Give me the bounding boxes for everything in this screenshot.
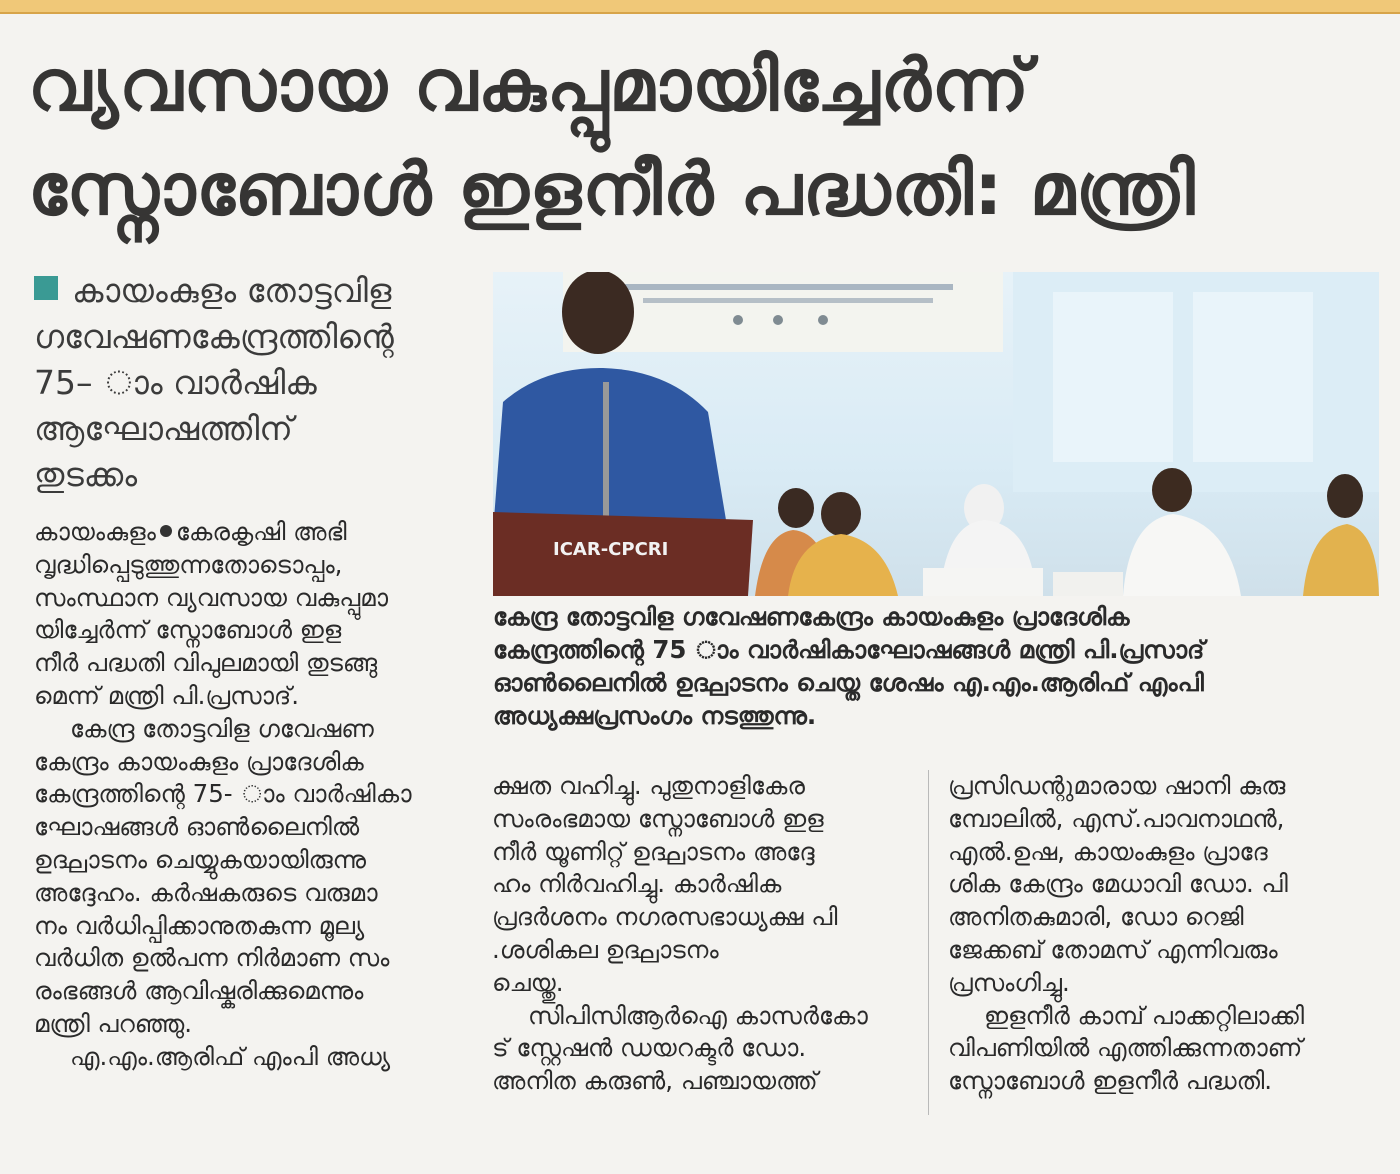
headline-line-1: വ്യവസായ വകുപ്പുമായിച്ചേർന്ന് — [28, 43, 1031, 127]
banner-logo — [733, 315, 743, 325]
text-line: അദ്ദേഹം. കർഷകരുടെ വരുമാ — [34, 877, 378, 907]
dateline-bullet-icon — [160, 525, 172, 537]
text-line: സംരംഭമായ സ്നോബോൾ ഇള — [492, 803, 824, 833]
chair — [1053, 572, 1123, 596]
audience-head — [1152, 468, 1192, 512]
headline-line-2: സ്നോബോൾ ഇളനീർ പദ്ധതി: മന്ത്രി — [28, 147, 1196, 231]
text-line: എ.എം.ആരിഫ് എംപി അധ്യ — [70, 1041, 391, 1071]
text-line: പ്രദർശനം നഗരസഭാധ്യക്ഷ പി — [492, 902, 838, 932]
banner-logo — [773, 315, 783, 325]
text-line: പ്രസംഗിച്ചു. — [948, 967, 1070, 997]
subhead-line: തുടക്കം — [34, 455, 138, 494]
audience-head — [778, 488, 814, 528]
text-line: ശിക കേന്ദ്രം മേധാവി ഡോ. പി — [948, 869, 1288, 899]
text-line: മന്ത്രി പറഞ്ഞു. — [34, 1008, 193, 1038]
banner-text-strip — [643, 298, 933, 303]
chair — [923, 568, 1043, 596]
dateline: കായംകുളം — [34, 517, 156, 546]
text-line: ക്ഷത വഹിച്ചു. പുതുനാളികേര — [492, 771, 805, 800]
article-column-2 — [492, 770, 910, 1098]
text-line: ട് സ്റ്റേഷൻ ഡയറക്ടർ ഡോ. — [492, 1033, 807, 1063]
subhead-line: ആഘോഷത്തിന് — [34, 409, 293, 448]
article-column-1 — [34, 516, 454, 1074]
banner-text-strip — [613, 284, 953, 290]
text-line: സിപിസിആർഐ കാസർകോ — [528, 1000, 868, 1030]
text-line: ജേക്കബ് തോമസ് എന്നിവരും — [948, 934, 1278, 964]
podium-label: ICAR-CPCRI — [553, 539, 669, 560]
text-line: അനിത കരുൺ, പഞ്ചായത്ത് — [492, 1066, 818, 1096]
text-line: കേന്ദ്രം കായംകുളം പ്രാദേശിക — [34, 746, 364, 776]
paragraph — [492, 1000, 910, 1098]
text-line: .ശശികല ഉദ്ഘാടനം — [492, 934, 719, 964]
caption-line: ഓൺലൈനിൽ ഉദ്ഘാടനം ചെയ്ത ശേഷം എ.എം.ആരിഫ് എംപി — [493, 668, 1204, 697]
top-strip-border — [0, 12, 1400, 14]
window-panel — [1193, 292, 1313, 462]
microphone-stand — [603, 382, 609, 532]
text-line: ചെയ്തു. — [492, 967, 564, 997]
text-line: മെന്ന് മന്ത്രി പി.പ്രസാദ്. — [34, 680, 300, 710]
top-color-strip — [0, 0, 1400, 12]
text-line: ഘോഷങ്ങൾ ഓൺലൈനിൽ — [34, 812, 360, 842]
audience-head — [1327, 474, 1363, 518]
text-line: ഉദ്ഘാടനം ചെയ്യുകയായിരുന്നു — [34, 844, 367, 874]
text-line: നീർ പദ്ധതി വിപുലമായി തുടങ്ങു — [34, 648, 378, 678]
subhead-line: 75– ാം വാർഷിക — [34, 363, 317, 402]
paragraph — [34, 1041, 454, 1074]
speaker-head — [562, 272, 634, 354]
audience-person — [943, 520, 1033, 572]
text-line: അനിതകുമാരി, ഡോ റെജി — [948, 902, 1244, 932]
text-line: നീർ യൂണിറ്റ് ഉദ്ഘാടനം അദ്ദേ — [492, 836, 815, 866]
paragraph — [948, 770, 1368, 1000]
text-line: ഹം നിർവഹിച്ചു. കാർഷിക — [492, 869, 782, 899]
window-panel — [1053, 292, 1173, 462]
text-line: ഇളനീർ കാമ്പ് പാക്കറ്റിലാക്കി — [984, 1000, 1305, 1030]
caption-line: കേന്ദ്ര തോട്ടവിള ഗവേഷണകേന്ദ്രം കായംകുളം പ്രാദേശിക — [493, 602, 1130, 631]
news-photo — [493, 272, 1379, 596]
teal-square-bullet-icon — [34, 276, 58, 300]
news-photo-illustration — [493, 272, 1379, 596]
paragraph — [948, 1000, 1368, 1098]
text-line: സംസ്ഥാന വ്യവസായ വകുപ്പുമാ — [34, 582, 388, 612]
speaker-shirt — [493, 368, 728, 532]
paragraph — [34, 713, 454, 1041]
caption-line: അധ്യക്ഷപ്രസംഗം നടത്തുന്നു. — [493, 701, 817, 730]
banner-logo — [818, 315, 828, 325]
text-line: കേന്ദ്ര തോട്ടവിള ഗവേഷണ — [70, 713, 374, 743]
text-line: വിപണിയിൽ എത്തിക്കുന്നതാണ് — [948, 1033, 1303, 1063]
caption-line: കേന്ദ്രത്തിന്റെ 75 ാം വാർഷികാഘോഷങ്ങൾ മന്ത്രി പി.പ്രസാദ് — [493, 635, 1205, 664]
paragraph — [492, 770, 910, 1000]
text-line: എൽ.ഉഷ, കായംകുളം പ്രാദേ — [948, 836, 1268, 866]
column-divider — [928, 770, 929, 1115]
audience-head — [821, 492, 861, 536]
text-line: പ്രസിഡന്റുമാരായ ഷാനി കുരു — [948, 771, 1286, 800]
subhead-line: ഗവേഷണകേന്ദ്രത്തിന്റെ — [34, 317, 394, 356]
audience-person — [1303, 524, 1379, 596]
text-line: മ്പോലിൽ, എസ്.പാവനാഥൻ, — [948, 803, 1285, 833]
article-column-3 — [948, 770, 1368, 1098]
text-line: നം വർധിപ്പിക്കാനുതകുന്ന മൂല്യ — [34, 910, 365, 940]
subheadline — [34, 268, 474, 498]
text-line: കേരകൃഷി അഭി — [175, 517, 347, 546]
paragraph — [34, 516, 454, 713]
text-line: വർധിത ഉൽപന്ന നിർമാണ സം — [34, 943, 390, 973]
text-line: രംഭങ്ങൾ ആവിഷ്കരിക്കുമെന്നും — [34, 976, 364, 1006]
text-line: യിച്ചേർന്ന് സ്നോബോൾ ഇള — [34, 615, 342, 645]
photo-caption — [493, 600, 1373, 732]
audience-person — [1123, 514, 1241, 596]
text-line: കേന്ദ്രത്തിന്റെ 75- ാം വാർഷികാ — [34, 779, 412, 809]
text-line: വൃദ്ധിപ്പെടുത്തുന്നതോടൊപ്പം, — [34, 549, 343, 579]
text-line: സ്നോബോൾ ഇളനീർ പദ്ധതി. — [948, 1066, 1273, 1096]
subhead-line: കായംകുളം തോട്ടവിള — [72, 271, 392, 310]
